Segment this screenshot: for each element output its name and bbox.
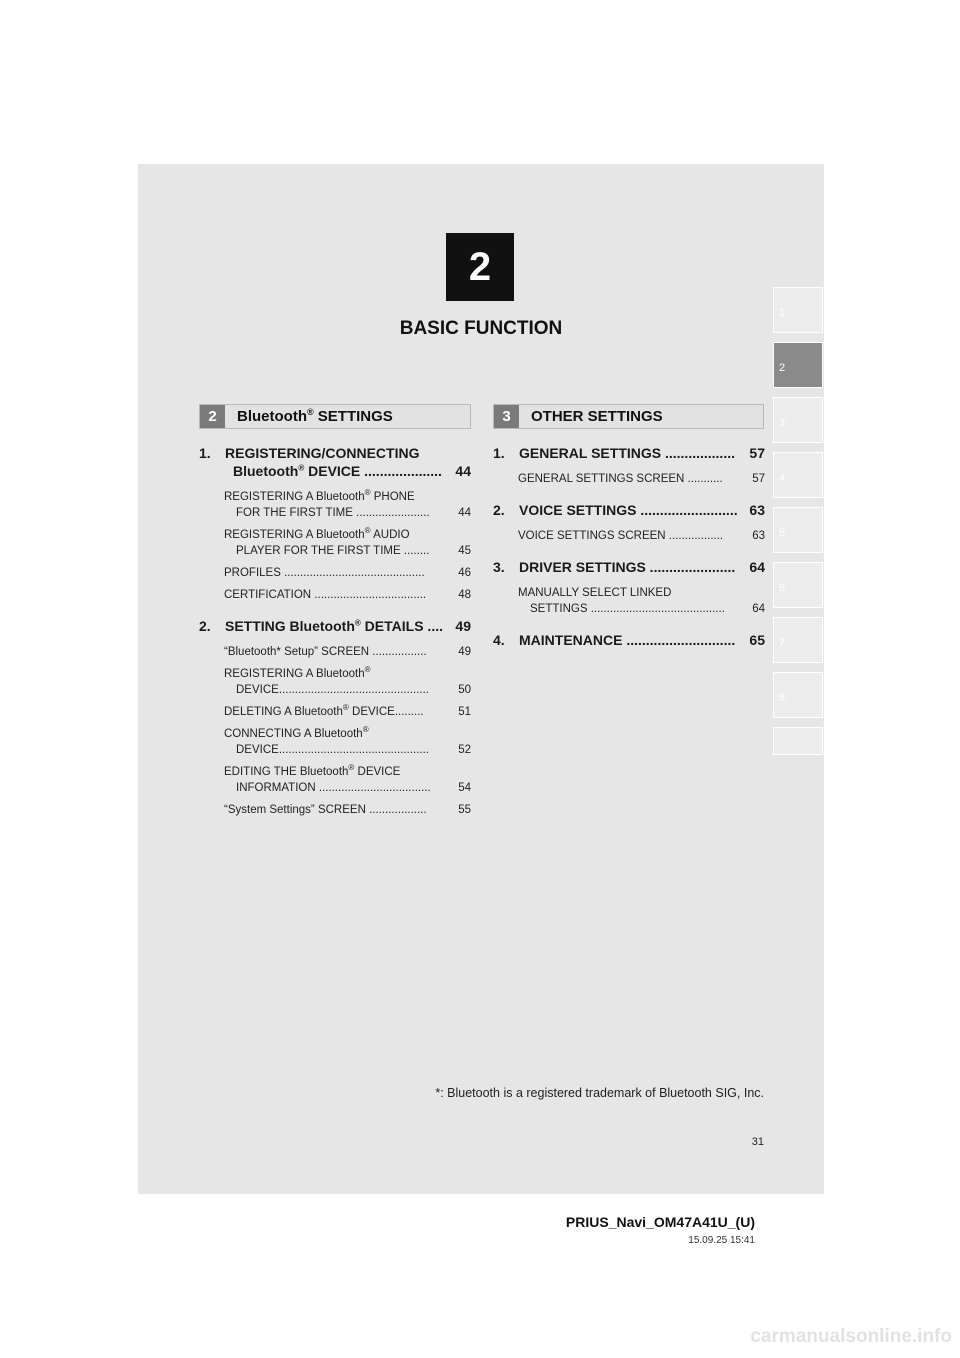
chapter-number-box: 2: [446, 233, 514, 301]
side-tab-7[interactable]: 7: [773, 617, 823, 663]
toc-subentry[interactable]: MANUALLY SELECT LINKED SETTINGS .......................................... 64: [518, 587, 765, 615]
side-tab-4[interactable]: 4: [773, 452, 823, 498]
watermark: carmanualsonline.info: [750, 1326, 952, 1347]
side-tab-9[interactable]: [773, 727, 823, 755]
document-timestamp: 15.09.25 15:41: [688, 1235, 755, 1246]
side-tab-6[interactable]: 6: [773, 562, 823, 608]
section-number: 2: [200, 405, 225, 428]
toc-subentry[interactable]: VOICE SETTINGS SCREEN ................. 63: [518, 530, 765, 542]
toc-entry-driver-settings[interactable]: 3. DRIVER SETTINGS ...................... 64: [493, 559, 765, 575]
toc-subentry[interactable]: REGISTERING A Bluetooth® DEVICE............................................... 50: [224, 665, 471, 696]
side-tab-8[interactable]: 8: [773, 672, 823, 718]
toc-subentry[interactable]: CONNECTING A Bluetooth® DEVICE............................................... 52: [224, 725, 471, 756]
toc-entry-registering-connecting[interactable]: 1. REGISTERING/CONNECTING Bluetooth® DEVICE .................... 44: [199, 445, 471, 479]
toc-column-left: [199, 444, 471, 824]
section-header-bluetooth: [199, 404, 471, 429]
side-tab-1[interactable]: 1: [773, 287, 823, 333]
toc-column-right: [493, 444, 765, 658]
side-tab-2[interactable]: 2: [773, 342, 823, 388]
toc-subentry[interactable]: “Bluetooth* Setup” SCREEN ................. 49: [224, 646, 471, 658]
toc-entry-maintenance[interactable]: 4. MAINTENANCE ............................ 65: [493, 632, 765, 648]
toc-subentry[interactable]: DELETING A Bluetooth® DEVICE......... 51: [224, 703, 471, 718]
toc-subentry[interactable]: EDITING THE Bluetooth® DEVICE INFORMATION ................................... 54: [224, 763, 471, 794]
document-code: PRIUS_Navi_OM47A41U_(U): [565, 1214, 755, 1230]
trademark-footnote: *: Bluetooth is a registered trademark of Bluetooth SIG, Inc.: [435, 1086, 764, 1100]
toc-subentry[interactable]: REGISTERING A Bluetooth® AUDIO PLAYER FOR THE FIRST TIME ........ 45: [224, 526, 471, 557]
page-number: 31: [751, 1136, 764, 1148]
chapter-title: BASIC FUNCTION: [399, 318, 563, 339]
section-title: OTHER SETTINGS: [531, 408, 663, 425]
toc-entry-setting-details[interactable]: 2. SETTING Bluetooth® DETAILS .... 49: [199, 618, 471, 634]
section-number: 3: [494, 405, 519, 428]
toc-subentry[interactable]: “System Settings” SCREEN .................. 55: [224, 804, 471, 816]
side-tab-3[interactable]: 3: [773, 397, 823, 443]
toc-subentry[interactable]: CERTIFICATION ................................... 48: [224, 589, 471, 601]
side-tab-5[interactable]: 5: [773, 507, 823, 553]
toc-entry-voice-settings[interactable]: 2. VOICE SETTINGS ......................... 63: [493, 502, 765, 518]
section-title: Bluetooth® SETTINGS: [237, 407, 393, 425]
toc-subentry[interactable]: REGISTERING A Bluetooth® PHONE FOR THE FIRST TIME ....................... 44: [224, 488, 471, 519]
toc-entry-general-settings[interactable]: 1. GENERAL SETTINGS .................. 57: [493, 445, 765, 461]
section-header-other-settings: [493, 404, 764, 429]
toc-subentry[interactable]: GENERAL SETTINGS SCREEN ........... 57: [518, 473, 765, 485]
toc-subentry[interactable]: PROFILES ............................................ 46: [224, 567, 471, 579]
